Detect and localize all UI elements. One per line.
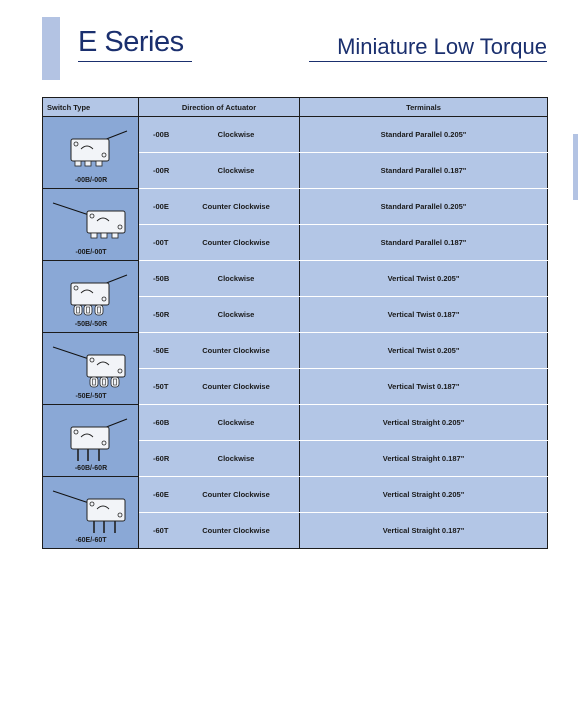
actuator-direction: Counter Clockwise (202, 526, 270, 535)
terminal-cell: Vertical Twist 0.205" (300, 333, 548, 369)
model-code: -00E (153, 202, 169, 211)
direction-cell (139, 369, 300, 405)
actuator-direction: Counter Clockwise (202, 382, 270, 391)
terminal-cell: Vertical Straight 0.205" (300, 405, 548, 441)
direction-cell (139, 513, 300, 549)
table-row (43, 261, 548, 297)
model-code: -60R (153, 454, 170, 463)
terminal-cell: Vertical Straight 0.205" (300, 477, 548, 513)
switch-type-caption: -50E/-50T (75, 393, 107, 400)
actuator-direction: Clockwise (217, 130, 255, 139)
actuator-direction: Counter Clockwise (202, 202, 270, 211)
direction-cell (139, 441, 300, 477)
switch-diagram-icon (43, 405, 139, 465)
direction-cell (139, 405, 300, 441)
column-header-switch-type: Switch Type (43, 98, 139, 117)
terminal-cell: Standard Parallel 0.187" (300, 153, 548, 189)
switch-type-caption: -60B/-60R (74, 465, 108, 472)
table-row (43, 189, 548, 225)
terminal-cell: Standard Parallel 0.205" (300, 189, 548, 225)
model-code: -50E (153, 346, 169, 355)
table-row (43, 333, 548, 369)
model-code: -00R (153, 166, 170, 175)
terminal-cell: Vertical Twist 0.187" (300, 369, 548, 405)
terminal-cell: Vertical Twist 0.187" (300, 297, 548, 333)
direction-cell (139, 117, 300, 153)
series-title-rule (78, 61, 192, 62)
model-code: -60B (153, 418, 170, 427)
switch-type-caption: -00B/-00R (74, 177, 108, 184)
page-subtitle: Miniature Low Torque (337, 34, 547, 59)
column-header-direction: Direction of Actuator (139, 98, 300, 117)
direction-cell (139, 261, 300, 297)
switch-type-caption: -50B/-50R (74, 321, 108, 328)
actuator-direction: Clockwise (217, 418, 255, 427)
side-tab (573, 134, 578, 200)
terminal-cell: Vertical Twist 0.205" (300, 261, 548, 297)
switch-type-cell (43, 405, 139, 477)
actuator-direction: Counter Clockwise (202, 346, 270, 355)
actuator-direction: Counter Clockwise (202, 490, 270, 499)
model-code: -00T (153, 238, 169, 247)
direction-cell (139, 153, 300, 189)
table-header-row (43, 98, 548, 117)
model-code: -50T (153, 382, 169, 391)
switch-type-cell (43, 333, 139, 405)
direction-cell (139, 297, 300, 333)
terminal-cell: Vertical Straight 0.187" (300, 513, 548, 549)
terminal-cell: Standard Parallel 0.187" (300, 225, 548, 261)
table-row (43, 477, 548, 513)
switch-diagram-icon (43, 261, 139, 321)
actuator-direction: Clockwise (217, 274, 255, 283)
switch-type-caption: -60E/-60T (75, 537, 107, 544)
model-code: -60T (153, 526, 169, 535)
series-title: E Series (78, 26, 184, 58)
accent-bar (42, 17, 60, 80)
switch-type-cell (43, 261, 139, 333)
direction-cell (139, 477, 300, 513)
subtitle-rule (309, 61, 547, 62)
model-code: -50B (153, 274, 170, 283)
model-code: -60E (153, 490, 169, 499)
terminal-cell: Standard Parallel 0.205" (300, 117, 548, 153)
switch-diagram-icon (43, 333, 139, 393)
actuator-direction: Clockwise (217, 454, 255, 463)
actuator-direction: Counter Clockwise (202, 238, 270, 247)
actuator-direction: Clockwise (217, 310, 255, 319)
direction-cell (139, 225, 300, 261)
model-code: -50R (153, 310, 170, 319)
switch-type-cell (43, 189, 139, 261)
switch-type-cell (43, 117, 139, 189)
switch-diagram-icon (43, 189, 139, 249)
switch-spec-table (42, 97, 548, 549)
actuator-direction: Clockwise (217, 166, 255, 175)
table-row (43, 405, 548, 441)
table-row (43, 117, 548, 153)
switch-diagram-icon (43, 117, 139, 177)
direction-cell (139, 333, 300, 369)
column-header-terminals: Terminals (300, 98, 548, 117)
switch-type-cell (43, 477, 139, 549)
model-code: -00B (153, 130, 170, 139)
terminal-cell: Vertical Straight 0.187" (300, 441, 548, 477)
switch-diagram-icon (43, 477, 139, 537)
switch-type-caption: -00E/-00T (75, 249, 107, 256)
direction-cell (139, 189, 300, 225)
